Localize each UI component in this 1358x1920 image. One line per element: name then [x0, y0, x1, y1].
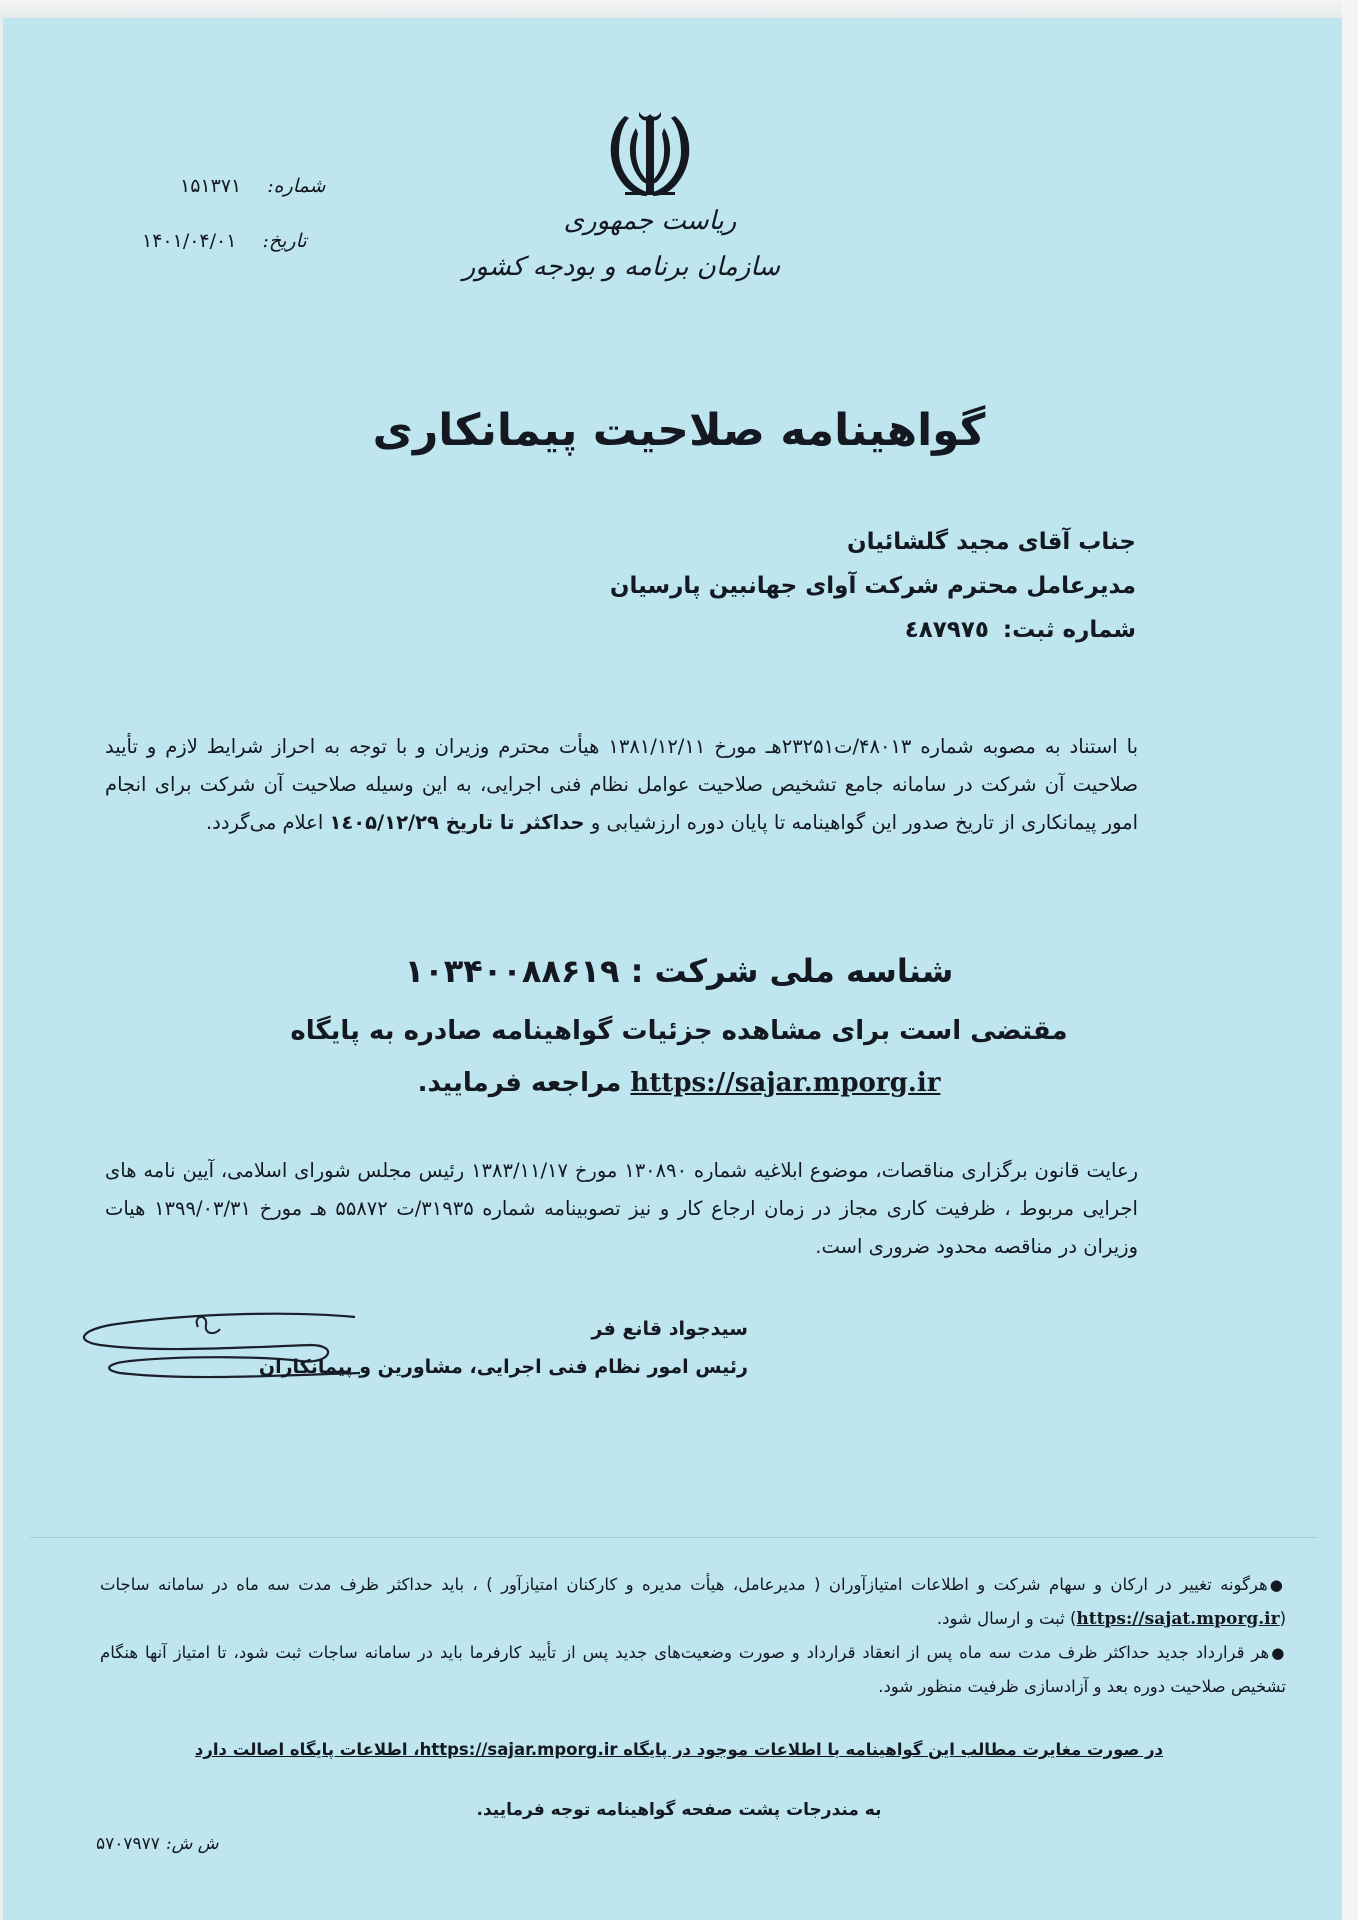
signatory-name: سیدجواد قانع فر — [591, 1318, 748, 1340]
national-id-label: شناسه ملی شرکت : — [630, 952, 954, 990]
addressee-name: جناب آقای مجید گلشائیان — [847, 529, 1136, 555]
serial-label: ش ش: — [165, 1834, 219, 1854]
note-text: هر قرارداد جدید حداکثر ظرف مدت سه ماه پس از انعقاد قرارداد و صورت وضعیت‌های جدید پس از تأیید کارفرما باید در سامانه ساجات ثبت شود، تا امتیاز آنها هنگام تشخیص صلاحیت دوره بعد و آزادسازی ظرفیت منظور شود. — [100, 1643, 1286, 1696]
approval-text-end: اعلام می‌گردد. — [205, 811, 324, 834]
note-text-end: ) ثبت و ارسال شود. — [936, 1609, 1077, 1628]
note-text: هرگونه تغییر در ارکان و سهام شرکت و اطلاعات امتیازآوران ( مدیرعامل، هیأت مدیره و کارکنان امتیازآور ) ، باید حداکثر ظرف مدت سه ماه در سامانه ساجات ( — [100, 1575, 1286, 1628]
org-presidency: ریاست جمهوری — [563, 206, 737, 236]
warning-text-end: ، اطلاعات پایگاه اصالت دارد — [194, 1740, 420, 1759]
registration-row — [610, 608, 1136, 652]
notice-line2 — [0, 1068, 1358, 1098]
approval-paragraph — [105, 728, 1138, 842]
national-id-row — [0, 952, 1358, 990]
serial-number-row — [96, 1834, 219, 1854]
approval-text: با استناد به مصوبه شماره ۴۸۰۱۳/ت۲۳۲۵۱هـ مورخ ۱۳۸۱/۱۲/۱۱ هیأت محترم وزیران و با توجه به احراز شرایط لازم و تأیید صلاحیت آن شرکت در سامانه جامع تشخیص صلاحیت عوامل نظام فنی اجرایی، به این وسیله صلاحیت آن شرکت برای انجام امور پیمانکاری از تاریخ صدور این گواهینامه تا پایان دوره ارزشیابی و — [105, 735, 1138, 834]
scan-top-edge — [0, 0, 1358, 18]
compliance-paragraph: رعایت قانون برگزاری مناقصات، موضوع ابلاغیه شماره ۱۳۰۸۹۰ مورخ ۱۳۸۳/۱۱/۱۷ رئیس مجلس شورای اسلامی، آیین نامه های اجرایی مربوط ، ظرفیت کاری مجاز در زمان ارجاع کار و نیز تصوبینامه شماره ۳۱۹۳۵/ت ۵۵۸۷۲ هـ مورخ ۱۳۹۹/۰۳/۳۱ هیات وزیران در مناقصه محدود ضروری است. — [105, 1159, 1139, 1258]
bullet-icon: ● — [1271, 1644, 1287, 1662]
addressee-block — [610, 520, 1136, 652]
validity-date: حداکثر تا تاریخ ۱٤۰۵/۱۲/۲۹ — [329, 811, 585, 834]
notes-list — [100, 1568, 1286, 1704]
notice-line1: مقتضی است برای مشاهده جزئیات گواهینامه صادره به پایگاه — [290, 1016, 1068, 1046]
letter-date-row — [142, 230, 307, 252]
sajat-link[interactable]: https://sajat.mporg.ir — [1076, 1609, 1280, 1629]
authenticity-warning — [0, 1740, 1358, 1759]
national-id-value: ۱۰۳۴۰۰۸۸۶۱۹ — [404, 952, 620, 990]
registration-label: شماره ثبت: — [1002, 617, 1136, 643]
note-item — [100, 1568, 1286, 1636]
serial-value: ۵۷۰۷۹۷۷ — [96, 1834, 160, 1854]
back-page-note: به مندرجات پشت صفحه گواهینامه توجه فرمایید. — [476, 1800, 882, 1820]
letter-date-label: تاریخ: — [262, 230, 307, 252]
sajar-link[interactable]: https://sajar.mporg.ir — [630, 1068, 941, 1098]
org-plan-budget: سازمان برنامه و بودجه کشور — [462, 252, 780, 282]
warning-text: در صورت مغایرت مطالب این گواهینامه با اطلاعات موجود در پایگاه — [623, 1740, 1164, 1759]
iran-emblem-icon — [603, 108, 697, 200]
notice-end: مراجعه فرمایید. — [417, 1068, 622, 1098]
letter-number-value: ۱۵۱۳۷۱ — [180, 175, 242, 197]
note-item — [100, 1636, 1286, 1704]
signatory-title: رئیس امور نظام فنی اجرایی، مشاورین و پیمانکاران — [258, 1356, 748, 1378]
letter-number-label: شماره: — [267, 175, 326, 197]
certificate-title: گواهینامه صلاحیت پیمانکاری — [372, 405, 986, 456]
signatory-block — [259, 1310, 748, 1386]
divider — [30, 1537, 1318, 1538]
addressee-position: مدیرعامل محترم شرکت آوای جهانبین پارسیان — [609, 573, 1136, 599]
bullet-icon: ● — [1269, 1576, 1286, 1594]
registration-number: ٤٨٧٩٧٥ — [904, 617, 989, 643]
sajar-link-footer[interactable]: https://sajar.mporg.ir — [419, 1740, 618, 1759]
letter-date-value: ۱۴۰۱/۰۴/۰۱ — [142, 230, 237, 252]
letter-number-row — [180, 175, 325, 197]
